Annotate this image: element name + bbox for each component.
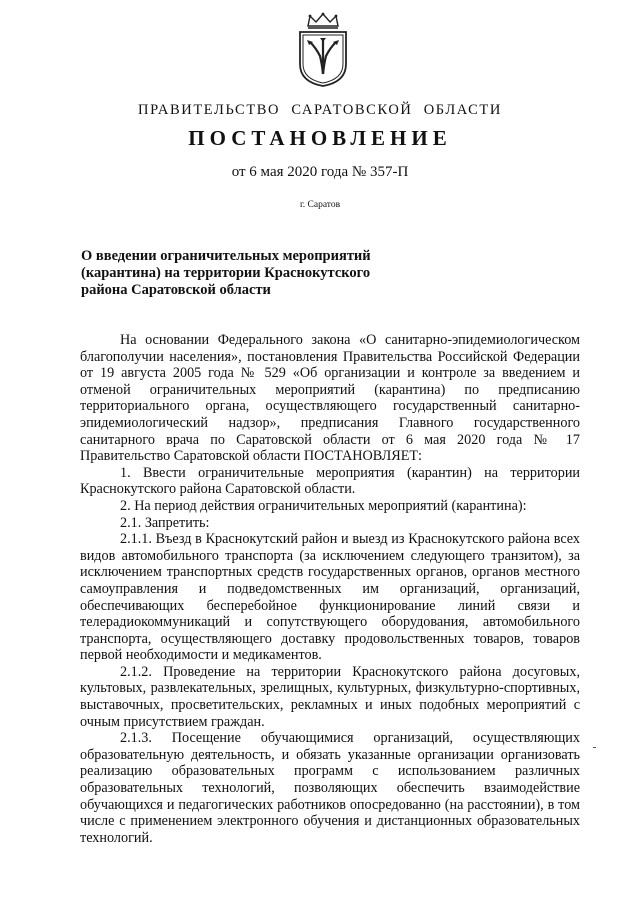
saratov-coat-of-arms-icon xyxy=(296,12,350,88)
clause-2: 2. На период действия ограничительных мероприятий (карантина): xyxy=(120,497,527,514)
clause-2-1-1: 2.1.1. Въезд в Краснокутский район и выезд из Краснокутского района всех видов автомобильного транспорта (за исключением следующего транзитом), за исключением транспортных средств государственных органов, органов местного самоуправления и подведомственных им организаций, организаций, обеспечивающих бесперебойное функционирование линий связи и телерадиокоммуникаций и сопутствующего оборудования, автомобильного транспорта, осуществляющего доставку продовольственных товаров, товаров первой необходимости и медикаментов. xyxy=(80,531,580,664)
subject-line: О введении ограничительных мероприятий xyxy=(81,248,371,264)
clause-2-1-3: 2.1.3. Посещение обучающимися организаций, осуществляющих образовательную деятельность, и обязать указанные организации организовать реализацию образовательных программ с использованием различных образовательных технологий, позволяющих обеспечить взаимодействие обучающихся и педагогических работников опосредованно (на расстоянии), в том числе с применением электронного обучения и дистанционных образовательных технологий. xyxy=(80,730,580,846)
scan-artifact xyxy=(593,747,596,748)
clause-1: 1. Ввести ограничительные мероприятия (карантин) на территории Краснокутского района Саратовской области. xyxy=(80,464,580,498)
government-name: ПРАВИТЕЛЬСТВО САРАТОВСКОЙ ОБЛАСТИ xyxy=(138,102,502,118)
document-subject xyxy=(81,248,421,299)
date-and-number: от 6 мая 2020 года № 357-П xyxy=(231,164,409,180)
document-type-title: ПОСТАНОВЛЕНИЕ xyxy=(188,126,452,150)
clause-2-1-2: 2.1.2. Проведение на территории Краснокутского района досуговых, культовых, развлекательных, зрелищных, культурных, физкультурно-спортивных, выставочных, просветительских, рекламных и иных подобных мероприятий с очным присутствием граждан. xyxy=(80,663,580,730)
subject-line: (карантина) на территории Краснокутского xyxy=(81,265,371,281)
clause-2-1: 2.1. Запретить: xyxy=(120,514,210,531)
document-body xyxy=(80,332,580,846)
issue-city: г. Саратов xyxy=(299,200,341,210)
preamble-paragraph: На основании Федерального закона «О санитарно-эпидемиологическом благополучии населения», постановления Правительства Российской Федерации от 19 августа 2005 года № 529 «Об организации и контроле за введением и отменой ограничительных мероприятий (карантина) по предписанию территориального органа, осуществляющего государственный санитарно-эпидемиологический надзор», предписания Главного государственного санитарного врача по Саратовской области от 6 мая 2020 года № 17 Правительство Саратовской области ПОСТАНОВЛЯЕТ: xyxy=(80,332,580,465)
subject-line: района Саратовской области xyxy=(81,282,271,298)
